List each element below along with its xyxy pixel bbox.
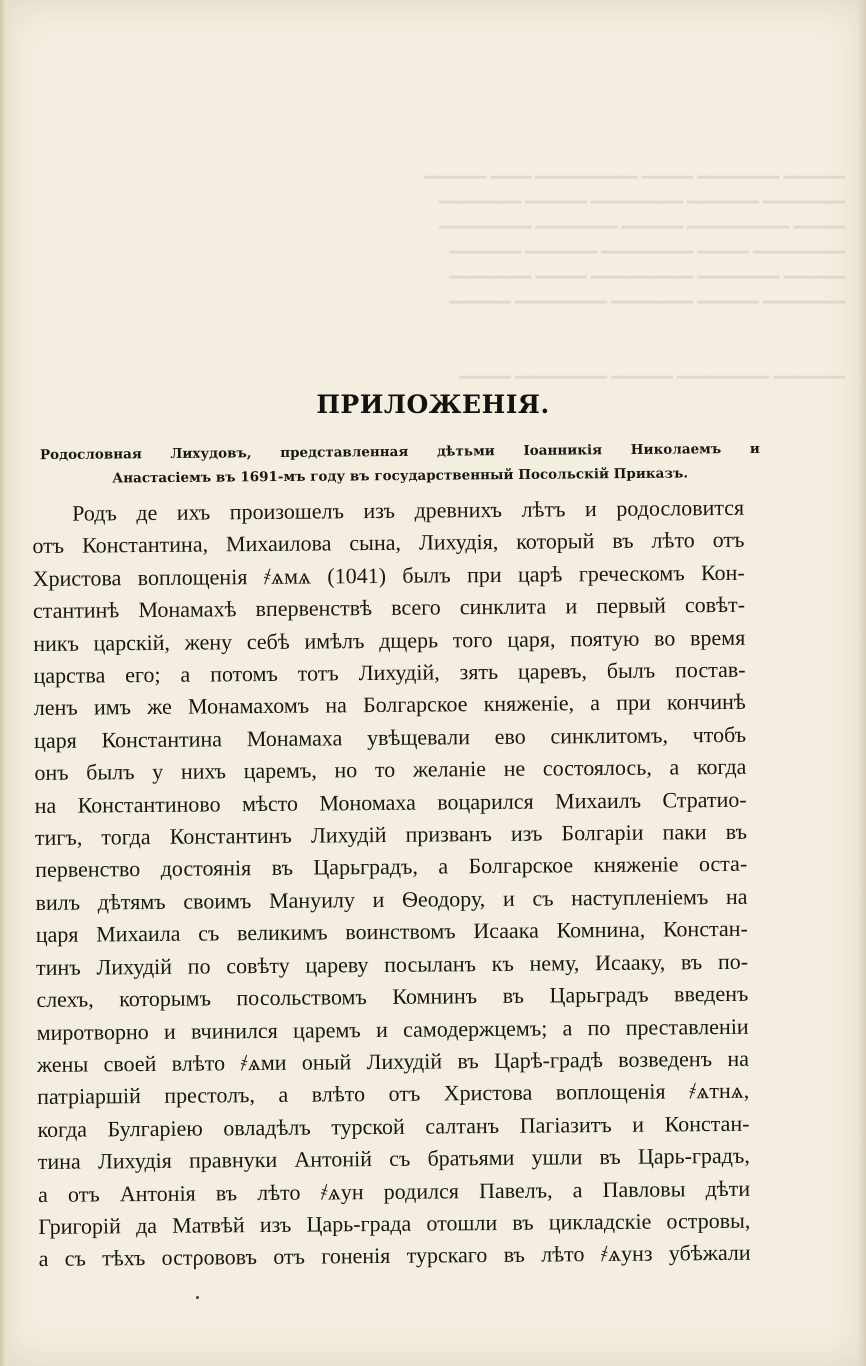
text-line: первенство достоянія въ Царьградъ, а Болгарское княженіе оста-: [35, 851, 748, 883]
body-text: [32, 492, 751, 1276]
page-heading: ПРИЛОЖЕНІЯ.: [316, 390, 550, 419]
text-line: а съ тѣхъ остροвовъ отъ гоненія турскаго въ лѣто ҂ѧунз убѣжали: [38, 1240, 751, 1272]
subtitle-line: Анастасіемъ въ 1691-мъ году въ государственный Посольскій Приказъ.: [112, 465, 689, 487]
subtitle-line: Родословная Лихудовъ, представленная дѣтьми Іоанникія Николаемъ и: [39, 440, 760, 464]
show-through-texture: ━━━━━━ ━━━━━━━━ ━━━━━ ━━━━━━━━━━ ━━━━ ━━━━━━ ━━━━━━━━ ━━━━━━━ ━━━━━━━━━ ━━━━━━ ━━━━━━━━ ━━━━━ ━━━━━━━━━━ ━━━━━━ ━━━━━━━━ ━━━━━━━━━ ━━━━━━━━━ ━━━━━ ━━━━━━━━━ ━━━━━━━ ━━━━━━━ ━━━━━━ ━━━━━━━━ ━━━━━━━━━━ ━━━━━ ━━━━━━━━ ━━━━━━━━ ━━━━━━ ━━━━━━━━ ━━━━━━━━━ ━━━━━━ ━━━━━━━ ━━━━━━━━━ ━━━━━━ ━━━━━━━━━ ━━━━━: [424, 168, 845, 387]
text-line: ленъ имъ же Монамахомъ на Болгарское княженіе, а при кончинѣ: [33, 689, 746, 721]
genealogy-subtitle: [40, 437, 760, 491]
page-edge-right: [858, 0, 866, 1366]
text-line: на Константиново мѣсто Мономаха воцарился Михаилъ Стратио-: [34, 786, 747, 818]
text-line: Родъ де ихъ произошелъ изъ древнихъ лѣтъ и родословится: [72, 494, 745, 526]
text-line: а отъ Антонія въ лѣто ҂ѧун родился Павелъ, а Павловы дѣти: [37, 1175, 751, 1207]
page-edge-left: [0, 0, 10, 1366]
text-line: тинъ Лихудій по совѣту цареву посыланъ къ нему, Исааку, въ по-: [35, 948, 749, 980]
text-line: царя Константина Монамаха увѣщевали ево синклитомъ, чтобъ: [34, 721, 747, 753]
text-line: миротворно и вчинился царемъ и самодержцемъ; а по преставленіи: [36, 1013, 749, 1045]
text-line: онъ былъ у нихъ царемъ, но то желаніе не состоялось, а когда: [34, 754, 747, 786]
text-line: патріаршій престолъ, а влѣто отъ Христова воплощенія ҂ѧтнѧ,: [37, 1078, 750, 1110]
text-line: стантинѣ Монамахѣ впервенствѣ всего синклита и первый совѣт-: [32, 592, 746, 624]
text-line: Христова воплощенія ҂ѧмѧ (1041) былъ при царѣ греческомъ Кон-: [32, 559, 745, 591]
text-line: тигъ, тогда Константинъ Лихудій призванъ изъ Болгаріи паки въ: [34, 818, 748, 851]
text-line: вилъ дѣтямъ своимъ Мануилу и Ѳеодору, и съ наступленіемъ на: [35, 883, 748, 915]
text-line: слехъ, которымъ посольствомъ Комнинъ въ Царьградъ введенъ: [36, 980, 749, 1013]
text-line: никъ царскій, жену себѣ имѣлъ дщерь того царя, поятую во время: [33, 624, 746, 656]
text-line: жены своей влѣто ҂ѧми оный Лихудій въ Царѣ-градѣ возведенъ на: [36, 1045, 750, 1077]
text-line: Григорій да Матвѣй изъ Царь-града отошли въ цикладскіе островы,: [38, 1207, 751, 1239]
text-line: царя Михаила съ великимъ воинствомъ Исаака Комнина, Констан-: [35, 916, 748, 948]
text-line: тина Лихудія правнуки Антоній съ братьями ушли въ Царь-градъ,: [37, 1142, 750, 1175]
text-line: когда Булгаріею овладѣлъ турской салтанъ Пагіазитъ и Констан-: [37, 1110, 750, 1142]
paper-speck: [196, 1296, 199, 1299]
text-line: отъ Константина, Михаилова сына, Лихудія, который въ лѣто отъ: [32, 527, 745, 559]
text-line: царства его; а потомъ тотъ Лихудій, зять царевъ, былъ постав-: [33, 656, 746, 689]
